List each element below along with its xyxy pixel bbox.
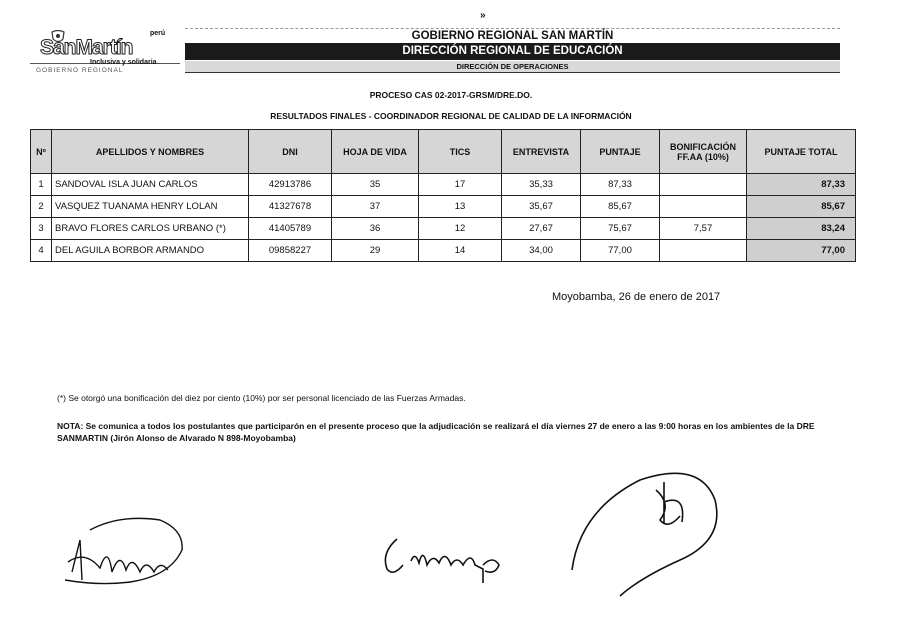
cell-bonificacion [660, 174, 747, 196]
header-mark: » [480, 10, 486, 21]
signature-right-icon [560, 450, 760, 600]
cell-dni: 42913786 [249, 174, 332, 196]
cell-entrevista: 35,33 [502, 174, 581, 196]
table-row [31, 174, 856, 196]
header-title: GOBIERNO REGIONAL SAN MARTÍN [411, 30, 614, 42]
col-header-dni: DNI [249, 130, 332, 174]
col-header-hoja: HOJA DE VIDA [332, 130, 419, 174]
notice: NOTA: Se comunica a todos los postulantes que participarón en el presente proceso que la adjudicación se realizará el día viernes 27 de enero a las 9:00 horas en los ambientes de la DRE SANMARTIN (Jirón Alonso de Alvarado N 898-Moyobamba) [57, 421, 815, 443]
cell-name: BRAVO FLORES CARLOS URBANO (*) [52, 218, 249, 240]
footnote: (*) Se otorgó una bonificación del diez por ciento (10%) por ser personal licenciado de las Fuerzas Armadas. [57, 393, 466, 403]
logo-peru: perú [150, 30, 166, 37]
cell-puntaje: 77,00 [581, 240, 660, 262]
cell-number: 2 [31, 196, 52, 218]
table-row [31, 218, 856, 240]
cell-dni: 41327678 [249, 196, 332, 218]
header-top-rule [185, 28, 840, 29]
cell-bonificacion [660, 240, 747, 262]
cell-bonificacion: 7,57 [660, 218, 747, 240]
cell-puntaje: 75,67 [581, 218, 660, 240]
cell-number: 3 [31, 218, 52, 240]
cell-number: 4 [31, 240, 52, 262]
results-table [30, 129, 856, 262]
cell-hoja: 29 [332, 240, 419, 262]
cell-name: VASQUEZ TUANAMA HENRY LOLAN [52, 196, 249, 218]
cell-entrevista: 35,67 [502, 196, 581, 218]
signature-center-icon [375, 525, 515, 585]
cell-total: 85,67 [747, 196, 856, 218]
col-header-entrevista: ENTREVISTA [502, 130, 581, 174]
cell-number: 1 [31, 174, 52, 196]
cell-hoja: 36 [332, 218, 419, 240]
results-title: RESULTADOS FINALES - COORDINADOR REGIONAL DE CALIDAD DE LA INFORMACIÓN [270, 111, 632, 121]
cell-entrevista: 27,67 [502, 218, 581, 240]
cell-puntaje: 85,67 [581, 196, 660, 218]
table-header-row [31, 130, 856, 174]
col-header-number: Nº [31, 130, 52, 174]
cell-tics: 14 [419, 240, 502, 262]
table-row [31, 196, 856, 218]
logo-brand: SanMartín [40, 36, 133, 59]
cell-dni: 09858227 [249, 240, 332, 262]
document-date: Moyobamba, 26 de enero de 2017 [552, 291, 721, 303]
cell-puntaje: 87,33 [581, 174, 660, 196]
header-subtitle: DIRECCIÓN REGIONAL DE EDUCACIÓN [185, 43, 840, 60]
cell-total: 87,33 [747, 174, 856, 196]
cell-total: 83,24 [747, 218, 856, 240]
logo-gobierno: GOBIERNO REGIONAL [36, 67, 124, 74]
cell-total: 77,00 [747, 240, 856, 262]
cell-name: SANDOVAL ISLA JUAN CARLOS [52, 174, 249, 196]
header-office: DIRECCIÓN DE OPERACIONES [185, 61, 840, 73]
cell-bonificacion [660, 196, 747, 218]
col-header-bonificacion: BONIFICACIÓN FF.AA (10%) [660, 130, 747, 174]
cell-tics: 13 [419, 196, 502, 218]
col-header-name: APELLIDOS Y NOMBRES [52, 130, 249, 174]
cell-tics: 17 [419, 174, 502, 196]
process-code: PROCESO CAS 02-2017-GRSM/DRE.DO. [369, 90, 533, 100]
cell-hoja: 37 [332, 196, 419, 218]
col-header-total: PUNTAJE TOTAL [747, 130, 856, 174]
cell-name: DEL AGUILA BORBOR ARMANDO [52, 240, 249, 262]
cell-hoja: 35 [332, 174, 419, 196]
logo-tagline: Inclusiva y solidaria [90, 59, 157, 66]
cell-entrevista: 34,00 [502, 240, 581, 262]
cell-dni: 41405789 [249, 218, 332, 240]
col-header-tics: TICS [419, 130, 502, 174]
table-row [31, 240, 856, 262]
col-header-puntaje: PUNTAJE [581, 130, 660, 174]
regional-logo [30, 30, 180, 74]
signature-left-icon [60, 510, 190, 595]
cell-tics: 12 [419, 218, 502, 240]
